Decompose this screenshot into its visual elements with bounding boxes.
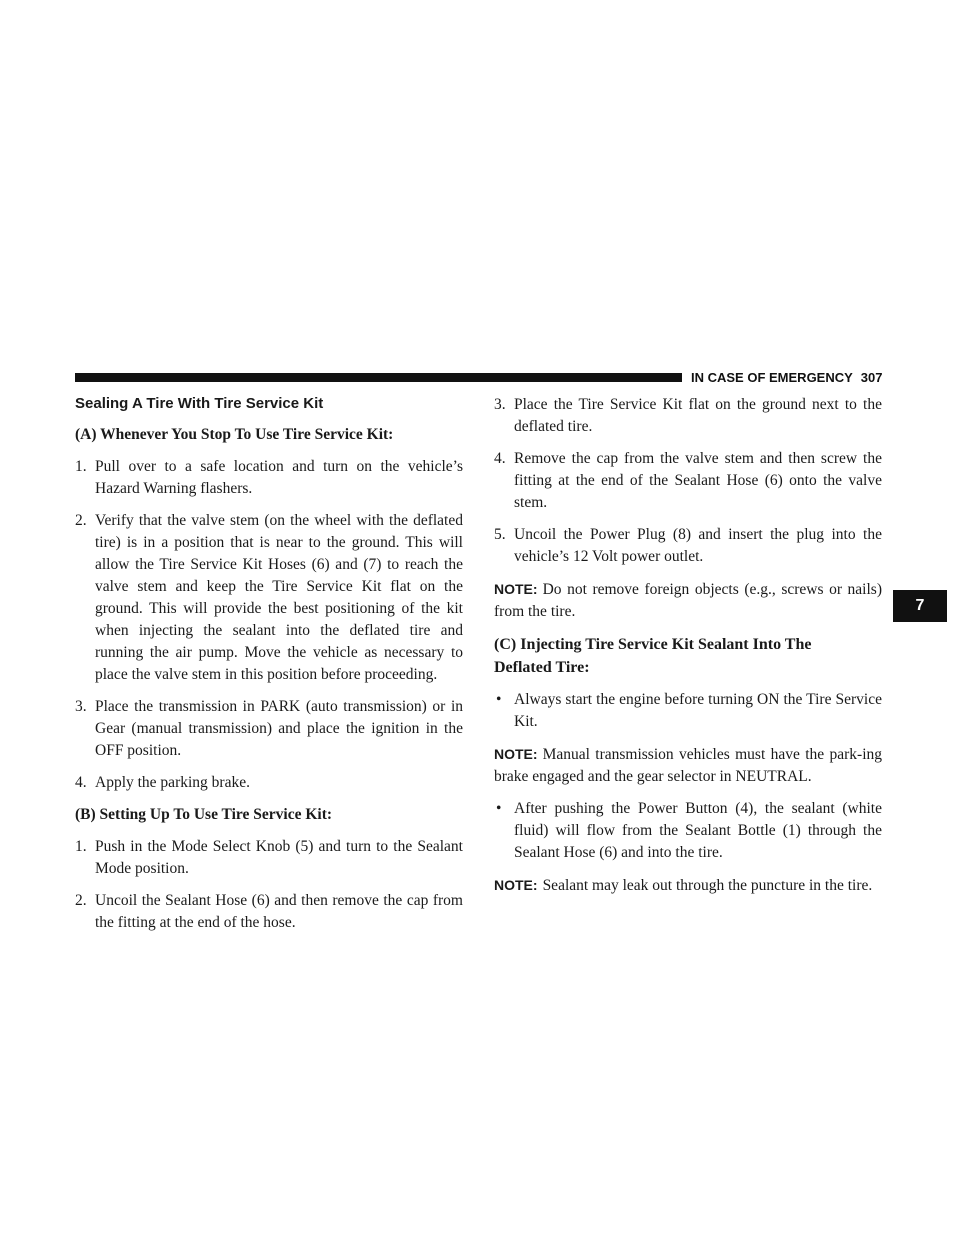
bullet-marker: • bbox=[496, 800, 502, 817]
step-b-3 bbox=[494, 394, 882, 438]
step-number: 3. bbox=[75, 698, 87, 715]
bullet-start-engine bbox=[494, 689, 882, 733]
note-label: NOTE: bbox=[494, 877, 538, 893]
left-column bbox=[75, 394, 463, 944]
right-column bbox=[494, 394, 882, 907]
step-number: 3. bbox=[494, 396, 506, 413]
step-text: Remove the cap from the valve stem and then screw the fitting at the end of the Sealant Hose (6) onto the valve stem. bbox=[514, 450, 882, 511]
subhead-c-line1: (C) Injecting Tire Service Kit Sealant Into The bbox=[494, 636, 812, 653]
bullet-text: Always start the engine before turning ON the Tire Service Kit. bbox=[514, 691, 882, 730]
step-b-2 bbox=[75, 890, 463, 934]
note-foreign-objects bbox=[494, 578, 882, 623]
note-sealant-leak bbox=[494, 874, 882, 897]
subhead-a: (A) Whenever You Stop To Use Tire Service Kit: bbox=[75, 426, 394, 443]
bullet-text: After pushing the Power Button (4), the sealant (white fluid) will flow from the Sealant Bottle (1) through the Sealant Hose (6) and into the tire. bbox=[514, 800, 882, 861]
note-text: Sealant may leak out through the puncture in the tire. bbox=[542, 877, 873, 894]
step-text: Push in the Mode Select Knob (5) and turn to the Sealant Mode position. bbox=[95, 838, 463, 877]
subhead-b: (B) Setting Up To Use Tire Service Kit: bbox=[75, 806, 333, 823]
step-number: 4. bbox=[494, 450, 506, 467]
step-a-1 bbox=[75, 456, 463, 500]
step-text: Verify that the valve stem (on the wheel with the deflated tire) is in a position that is near to the ground. This will allow the Tire Service Kit Hoses (6) and (7) to reach the valve stem and keep the Tire Service Kit flat on the ground. This will provide the best positioning of the kit when injecting the sealant into the deflated tire and running the air pump. Move the vehicle as necessary to place the valve stem in this position before proceeding. bbox=[95, 512, 463, 683]
step-text: Place the transmission in PARK (auto transmission) or in Gear (manual transmission) and place the ignition in the OFF position. bbox=[95, 698, 463, 759]
step-a-2 bbox=[75, 510, 463, 686]
note-text: Do not remove foreign objects (e.g., screws or nails) from the tire. bbox=[494, 581, 882, 620]
step-text: Uncoil the Sealant Hose (6) and then remove the cap from the fitting at the end of the hose. bbox=[95, 892, 463, 931]
step-a-4 bbox=[75, 772, 463, 794]
step-number: 2. bbox=[75, 512, 87, 529]
bullet-power-button bbox=[494, 798, 882, 864]
subhead-c bbox=[494, 633, 882, 679]
note-label: NOTE: bbox=[494, 746, 538, 762]
step-text: Pull over to a safe location and turn on the vehicle’s Hazard Warning flashers. bbox=[95, 458, 463, 497]
page-number: 307 bbox=[860, 370, 883, 385]
subhead-c-line2: Deflated Tire: bbox=[494, 659, 590, 676]
running-header bbox=[691, 370, 887, 386]
header-rule bbox=[75, 373, 682, 382]
step-number: 1. bbox=[75, 458, 87, 475]
step-number: 5. bbox=[494, 526, 506, 543]
section-title: Sealing A Tire With Tire Service Kit bbox=[75, 395, 324, 412]
step-b-5 bbox=[494, 524, 882, 568]
note-text: Manual transmission vehicles must have the park-ing brake engaged and the gear selector in NEUTRAL. bbox=[494, 746, 882, 785]
step-text: Uncoil the Power Plug (8) and insert the plug into the vehicle’s 12 Volt power outlet. bbox=[514, 526, 882, 565]
step-number: 2. bbox=[75, 892, 87, 909]
step-number: 1. bbox=[75, 838, 87, 855]
chapter-tab: 7 bbox=[893, 590, 947, 622]
step-b-4 bbox=[494, 448, 882, 514]
step-b-1 bbox=[75, 836, 463, 880]
note-manual-transmission bbox=[494, 743, 882, 788]
step-text: Apply the parking brake. bbox=[95, 774, 250, 791]
note-label: NOTE: bbox=[494, 581, 538, 597]
header-section-title: IN CASE OF EMERGENCY bbox=[691, 370, 853, 385]
step-a-3 bbox=[75, 696, 463, 762]
bullet-marker: • bbox=[496, 691, 502, 708]
step-number: 4. bbox=[75, 774, 87, 791]
step-text: Place the Tire Service Kit flat on the ground next to the deflated tire. bbox=[514, 396, 882, 435]
